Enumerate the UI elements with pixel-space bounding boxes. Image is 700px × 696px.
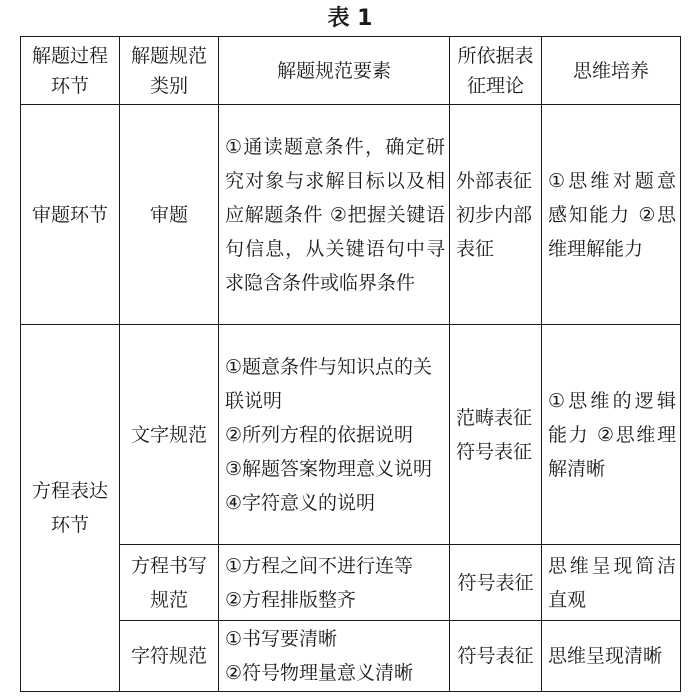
element-item: ①方程之间不进行连等 bbox=[225, 554, 414, 577]
thinking-item: ②思维理解清晰 bbox=[548, 423, 676, 480]
table-row bbox=[21, 325, 681, 545]
header-theory: 所依据表征理论 bbox=[450, 37, 542, 105]
elements-cell bbox=[219, 105, 450, 325]
elements-cell bbox=[219, 545, 450, 621]
header-row bbox=[21, 37, 681, 105]
solution-norms-table bbox=[20, 36, 681, 692]
element-item: ①通读题意条件，确定研究对象与求解目标以及相应解题条件 bbox=[225, 135, 445, 226]
table-row bbox=[21, 105, 681, 325]
element-item: ①书写要清晰 bbox=[225, 628, 338, 650]
thinking-cell bbox=[542, 105, 681, 325]
thinking-cell bbox=[542, 325, 681, 545]
elements-cell bbox=[219, 621, 450, 692]
thinking-item: 思维呈现简洁直观 bbox=[548, 554, 676, 611]
element-item: ②符号物理量意义清晰 bbox=[225, 662, 414, 684]
table-title: 表 1 bbox=[327, 6, 373, 31]
thinking-item: 思维呈现清晰 bbox=[548, 645, 663, 667]
category-cell: 审题 bbox=[120, 105, 219, 325]
theory-cell: 外部表征初步内部表征 bbox=[450, 105, 542, 325]
header-category: 解题规范类别 bbox=[120, 37, 219, 105]
thinking-item: ①思维的逻辑能力 bbox=[548, 389, 676, 446]
elements-cell bbox=[219, 325, 450, 545]
theory-cell: 符号表征 bbox=[450, 545, 542, 621]
thinking-item: ②思维理解能力 bbox=[548, 203, 676, 260]
element-item: ④字符意义的说明 bbox=[225, 491, 376, 514]
stage-cell: 方程表达环节 bbox=[21, 325, 120, 692]
header-stage: 解题过程环节 bbox=[21, 37, 120, 105]
element-item: ③解题答案物理意义说明 bbox=[225, 457, 433, 480]
theory-cell: 符号表征 bbox=[450, 621, 542, 692]
stage-cell: 审题环节 bbox=[21, 105, 120, 325]
theory-cell: 范畴表征符号表征 bbox=[450, 325, 542, 545]
category-cell: 字符规范 bbox=[120, 621, 219, 692]
element-item: ①题意条件与知识点的关联说明 bbox=[225, 355, 433, 412]
thinking-item: ①思维对题意感知能力 bbox=[548, 169, 676, 226]
category-cell: 文字规范 bbox=[120, 325, 219, 545]
thinking-cell bbox=[542, 621, 681, 692]
element-item: ②方程排版整齐 bbox=[225, 588, 357, 611]
table-row bbox=[21, 621, 681, 692]
thinking-cell bbox=[542, 545, 681, 621]
header-elements: 解题规范要素 bbox=[219, 37, 450, 105]
header-thinking: 思维培养 bbox=[542, 37, 681, 105]
element-item: ②把握关键语句信息，从关键语句中寻求隐含条件或临界条件 bbox=[225, 203, 445, 294]
table-row bbox=[21, 545, 681, 621]
element-item: ②所列方程的依据说明 bbox=[225, 423, 414, 446]
category-cell: 方程书写规范 bbox=[120, 545, 219, 621]
